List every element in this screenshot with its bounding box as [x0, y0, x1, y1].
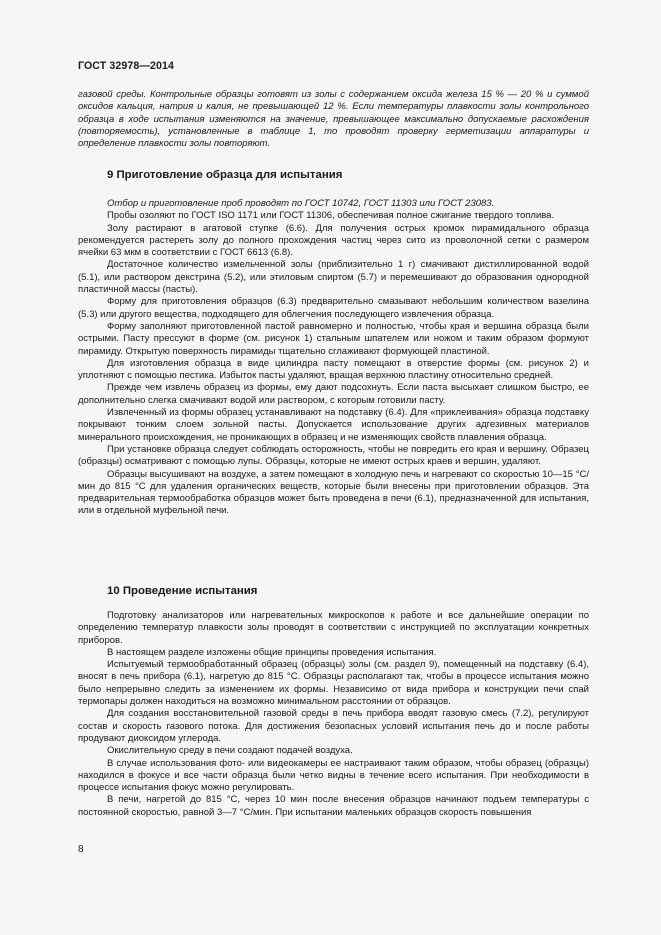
section-9-body	[78, 198, 589, 518]
section-9-paragraph: Образцы высушивают на воздухе, а затем помещают в холодную печь и нагревают со скоростью 10—15 °С/мин до 815 °С для удаления органических веществ, которые были внесены при приготовлении образцов. Эта предварительная термообработка образцов может быть проведена в печи (6.1), предназначенной для испытания, или в отдельной муфельной печи.	[78, 468, 589, 517]
section-9-lead: Отбор и приготовление проб проводят по ГОСТ 10742, ГОСТ 11303 или ГОСТ 23083.	[107, 198, 495, 209]
intro-block	[78, 89, 589, 150]
section-9-paragraph: Для изготовления образца в виде цилиндра пасту помещают в отверстие формы (см. рисунок 2) и уплотняют с помощью пестика. Избыток пасты удаляют, вращая верхнюю пластину относительно средней.	[78, 357, 589, 382]
section-9-paragraph: Извлеченный из формы образец устанавливают на подставку (6.4). Для «приклеивания» образца подставку покрывают тонким слоем зольной пасты. Допускается использование других адгезивных материалов минерального происхождения, не проникающих в образец и не изменяющих свойств плавления образца.	[78, 407, 589, 443]
section-10-paragraph: Испытуемый термообработанный образец (образцы) золы (см. раздел 9), помещенный на подставку (6.4), вносят в печь прибора (6.1), нагретую до 815 °С. Образцы располагают так, чтобы в процессе испытания можно было непрерывно следить за изменением их формы. Независимо от вида прибора и конструкции печи спай термопары должен находиться на возможно минимальном расстоянии от образцов.	[78, 659, 589, 708]
section-9-paragraph: Золу растирают в агатовой ступке (6.6). Для получения острых кромок пирамидального образца рекомендуется растереть золу до полного прохождения частиц через сито из проволочной сетки с размером ячейки 63 мкм в соответствии с ГОСТ 6613 (6.8).	[78, 222, 589, 259]
intro-paragraph: газовой среды. Контрольные образцы готовят из золы с содержанием оксида железа 15 % — 20 % и суммой оксидов кальция, натрия и калия, не превышающей 12 %. Если температуры плавкости золы контрольного образца в ходе испытания изменяются на значение, превышающее максимально допускаемые расхождения (повторяемость), установленные в таблице 1, то проводят проверку герметизации аппаратуры и определение плавкости золы повторяют.	[78, 89, 589, 150]
section-10-paragraph: Окислительную среду в печи создают подачей воздуха.	[107, 745, 353, 757]
section-10-paragraph: В печи, нагретой до 815 °С, через 10 мин после внесения образцов начинают подъем температуры с постоянной скоростью, равной 3—7 °С/мин. При испытании маленьких образцов скорость повышения	[78, 794, 589, 818]
section-9-paragraph: Форму для приготовления образцов (6.3) предварительно смазывают небольшим количеством вазелина (5.3) или другого вещества, подходящего для облегчения последующего извлечения образца.	[78, 296, 589, 320]
section-9-paragraph: При установке образца следует соблюдать осторожность, чтобы не повредить его края и вершину. Образец (образцы) осматривают с помощью лупы. Образцы, которые не имеют острых краев и вершин, удаляют.	[78, 443, 589, 468]
document-header: ГОСТ 32978—2014	[78, 60, 175, 72]
section-9-heading: 9 Приготовление образца для испытания	[107, 169, 343, 181]
section-10-body	[78, 610, 589, 819]
section-10-paragraph: В случае использования фото- или видеокамеры ее настраивают таким образом, чтобы образец (образцы) находился в фокусе и все части образца были четко видны в течение всего испытания. При необходимости в процессе испытания фокус можно регулировать.	[78, 757, 589, 794]
section-9-paragraph: Прежде чем извлечь образец из формы, ему дают подсохнуть. Если паста высыхает слишком быстро, ее дополнительно слегка смачивают водой или раствором, с которым готовили пасту.	[78, 382, 589, 406]
section-10-heading: 10 Проведение испытания	[107, 585, 258, 597]
section-10-paragraph: Для создания восстановительной газовой среды в печь прибора вводят газовую смесь (7.2), регулируют состав и скорость газового потока. Для достижения безопасных условий испытания печь до и после работы продувают диоксидом углерода.	[78, 708, 589, 744]
section-9-paragraph: Достаточное количество измельченной золы (приблизительно 1 г) смачивают дистиллированной водой (5.1), или раствором декстрина (5.2), или этиловым спиртом (5.7) и перемешивают до образования однородной пластичной массы (пасты).	[78, 259, 589, 296]
section-9-paragraph: Форму заполняют приготовленной пастой равномерно и полностью, чтобы края и вершина образца были острыми. Пасту прессуют в форме (см. рисунок 1) стальным шпателем или ножом и таким образом формуют пирамиду. Открытую поверхность пирамиды тщательно сглаживают формующей пластиной.	[78, 320, 589, 357]
section-10-paragraph: Подготовку анализаторов или нагревательных микроскопов к работе и все дальнейшие операции по определению температур плавкости золы проводят в соответствии с инструкцией по эксплуатации конкретных приборов.	[78, 610, 589, 646]
section-10-paragraph: В настоящем разделе изложены общие принципы проведения испытания.	[107, 646, 437, 658]
section-9-paragraph: Пробы озоляют по ГОСТ ISO 1171 или ГОСТ 11306, обеспечивая полное сжигание твердого топлива.	[107, 210, 555, 222]
page-number: 8	[78, 844, 84, 855]
